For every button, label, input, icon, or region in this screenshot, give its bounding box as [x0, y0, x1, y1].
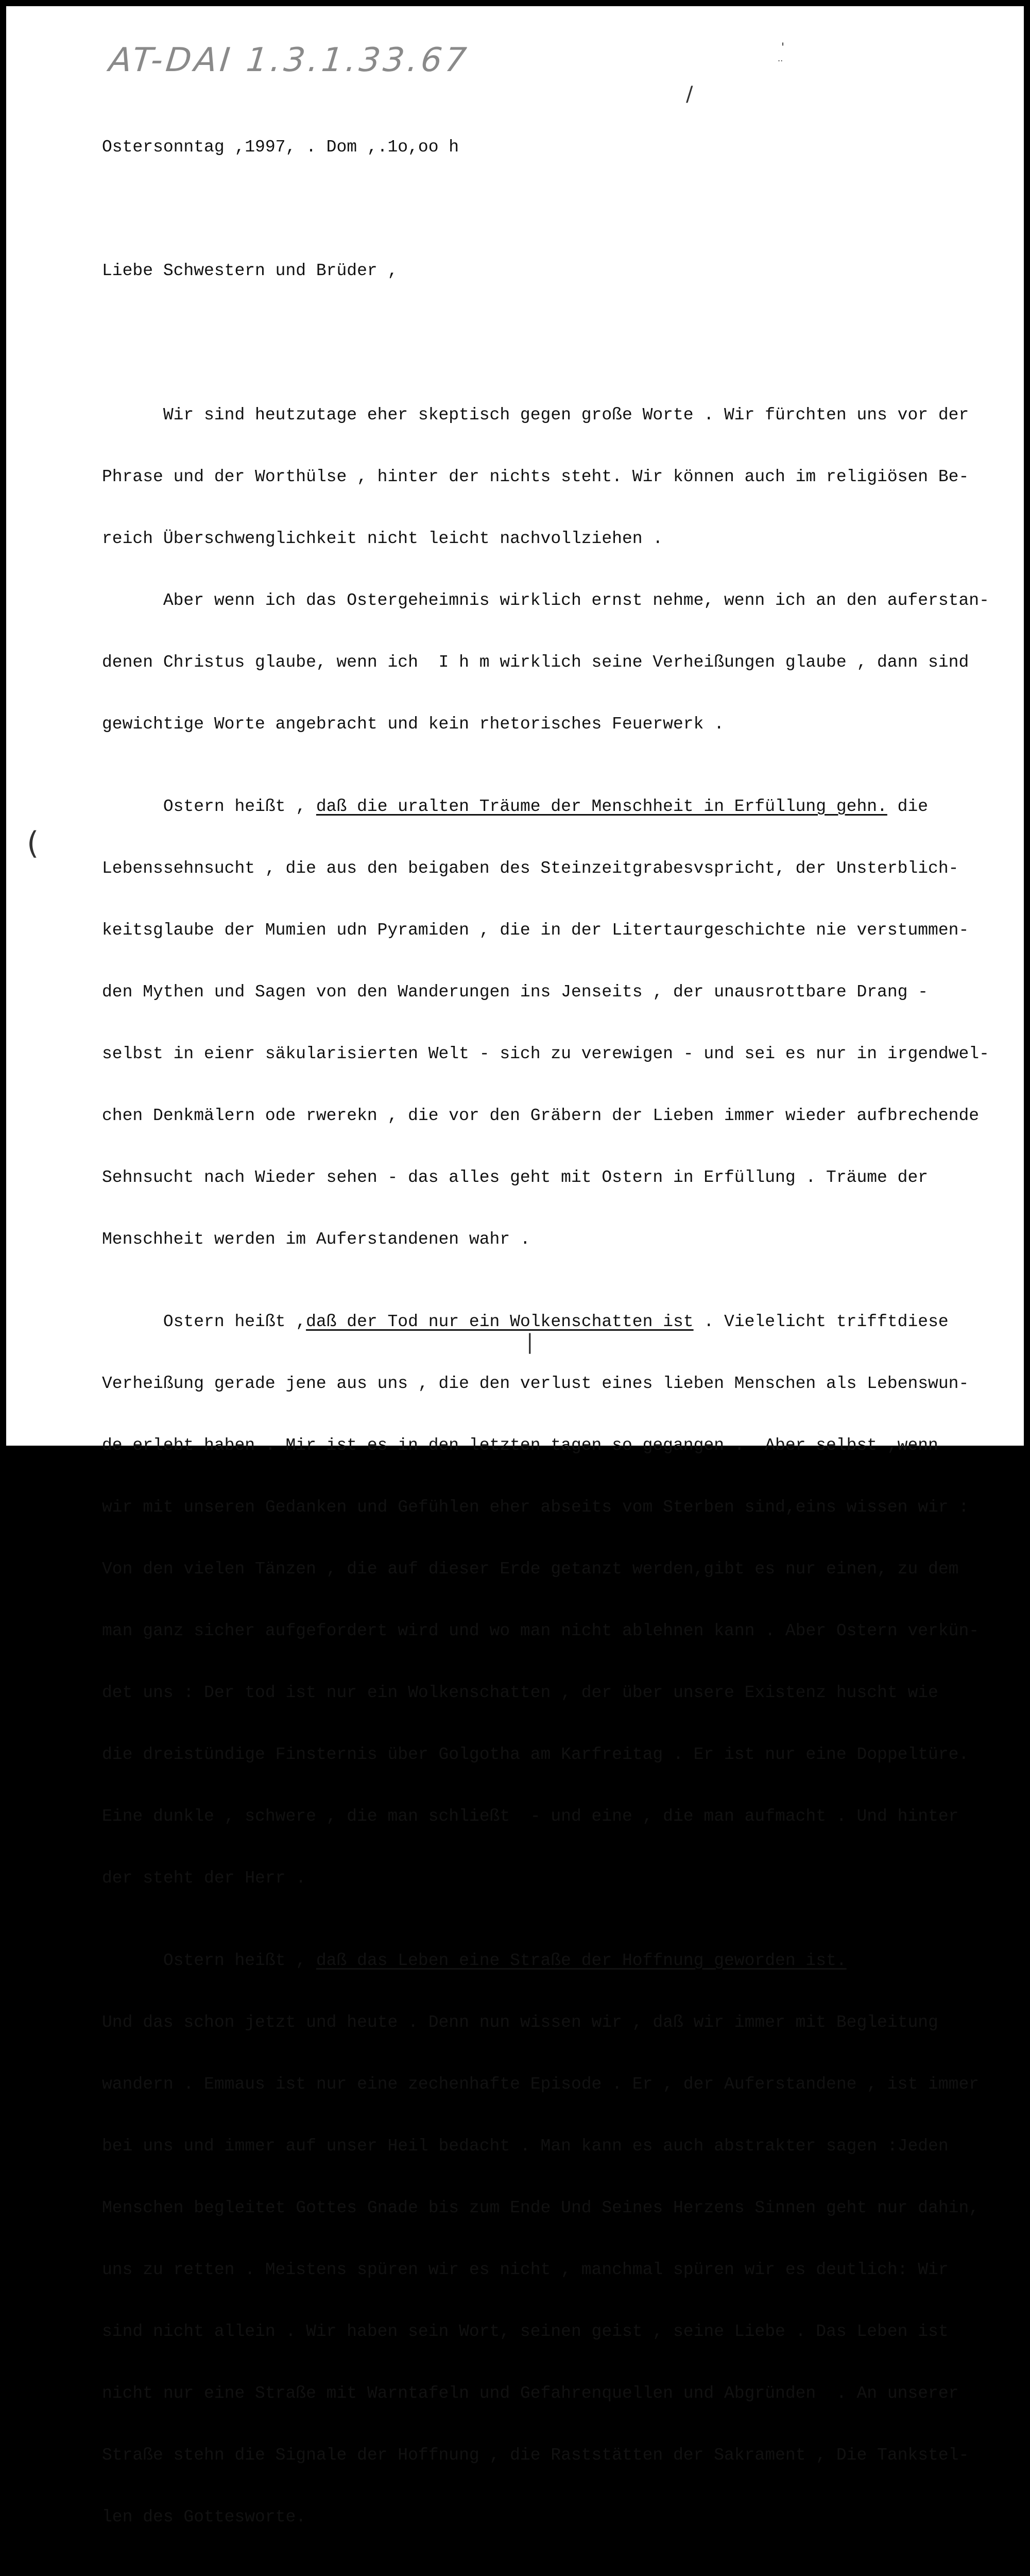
paragraph-heading: Ostern heißt ,daß der Tod nur ein Wolkenschatten ist . Vielelicht trifftdiese — [102, 1312, 949, 1331]
text-line: Wir sind heutzutage eher skeptisch gegen große Worte . Wir fürchten uns vor der — [102, 405, 969, 425]
text-line: uns zu retten . Meistens spüren wir es nicht , manchmal spüren wir es deutlich: Wir — [102, 2260, 949, 2279]
text-line: der steht der Herr . — [102, 1869, 306, 1888]
text-line: man ganz sicher aufgefordert wird und wo man nicht ablehnen kann . Aber Ostern verkün- — [102, 1621, 980, 1640]
text-line: denen Christus glaube, wenn ich I h m wirklich seine Verheißungen glaube , dann sind — [102, 653, 969, 672]
pen-mark: .. — [778, 54, 783, 63]
text-line: Menschheit werden im Auferstandenen wahr . — [102, 1230, 530, 1249]
text-line: gewichtige Worte angebracht und kein rhetorisches Feuerwerk . — [102, 715, 724, 734]
text-line: Eine dunkle , schwere , die man schließt - und eine , die man aufmacht . Und hinter — [102, 1807, 959, 1826]
text-line: de erlebt haben . Mir ist es in den letzten tagen so gegangen . Aber selbst ,wenn — [102, 1436, 938, 1455]
text-line: nicht nur eine Straße mit Warntafeln und Gefahrenquellen und Abgründen . An unserer — [102, 2384, 959, 2403]
text-line: len des Gottesworte. — [102, 2507, 306, 2527]
text-line: reich Überschwenglichkeit nicht leicht nachvollziehen . — [102, 529, 663, 548]
text-line: Menschen begleitet Gottes Gnade bis zum Ende Und Seines Herzens Sinnen geht nur dahin, — [102, 2198, 980, 2217]
text-line: Und das schon jetzt und heute . Denn nun wissen wir , daß wir immer mit Begleitung — [102, 2013, 938, 2032]
archive-reference: AT-DAI 1.3.1.33.67 — [107, 41, 471, 79]
text-line: Von den vielen Tänzen , die auf dieser Erde getanzt werden,gibt es nur einen, zu dem — [102, 1560, 959, 1579]
text-line: Straße stehn die Signale der Hoffnung , die Raststätten der Sakrament , Die Tankstel- — [102, 2446, 969, 2465]
paragraph-heading: Ostern heißt , daß das Leben eine Straße der Hoffnung geworden ist. — [102, 1951, 847, 1970]
text-line: den Mythen und Sagen von den Wanderungen ins Jenseits , der unausrottbare Drang - — [102, 982, 929, 1002]
pen-mark: ' — [781, 41, 785, 54]
text-line: chen Denkmälern ode rwerekn , die vor den Gräbern der Lieben immer wieder aufbrechende — [102, 1106, 980, 1125]
text-line: keitsglaube der Mumien udn Pyramiden , die in der Litertaurgeschichte nie verstummen- — [102, 921, 969, 940]
text-line: Verheißung gerade jene aus uns , die den verlust eines lieben Menschen als Lebenswun- — [102, 1374, 969, 1393]
text-line: wandern . Emmaus ist nur eine zechenhafte Episode . Er , der Auferstandene , ist immer — [102, 2075, 980, 2094]
underlined-thesis: daß das Leben eine Straße der Hoffnung geworden ist. — [316, 1951, 847, 1970]
text-line: wir mit unseren Gedanken und Gefühlen eher abseits vom Sterben sind,eins wissen wir : — [102, 1498, 969, 1517]
document-page — [6, 6, 1024, 2527]
pen-mark: | — [526, 1330, 534, 1354]
pen-mark: / — [686, 82, 693, 106]
text-line: selbst in eienr säkularisierten Welt - sich zu verewigen - und sei es nur in irgendwel- — [102, 1044, 989, 1063]
text-line: die dreistündige Finsternis über Golgotha am Karfreitag . Er ist nur eine Doppeltüre. — [102, 1745, 969, 1764]
text-line: Lebenssehnsucht , die aus den beigaben des Steinzeitgrabesvspricht, der Unsterblich- — [102, 859, 959, 878]
salutation: Liebe Schwestern und Brüder , — [102, 261, 398, 280]
text-line: Sehnsucht nach Wieder sehen - das alles geht mit Ostern in Erfüllung . Träume der — [102, 1168, 929, 1187]
underlined-thesis: daß die uralten Träume der Menschheit in Erfüllung gehn. — [316, 797, 887, 816]
underlined-thesis: daß der Tod nur ein Wolkenschatten ist — [306, 1312, 694, 1331]
text-line: Phrase und der Worthülse , hinter der nichts steht. Wir können auch im religiösen Be- — [102, 467, 969, 486]
text-line: sind nicht allein . Wir haben sein Wort, seinen geist , seine Liebe . Das Leben ist — [102, 2322, 949, 2341]
letter-body — [102, 96, 1008, 2576]
text-line: bei uns und immer auf unser Heil bedacht . Man kann es auch abstrakter sagen :Jeden — [102, 2137, 949, 2156]
paragraph-heading: Ostern heißt , daß die uralten Träume der Menschheit in Erfüllung gehn. die — [102, 797, 929, 816]
pen-mark: ( — [27, 825, 39, 861]
header-line: Ostersonntag ,1997, . Dom ,.1o,oo h — [102, 138, 459, 157]
text-line: Aber wenn ich das Ostergeheimnis wirklich ernst nehme, wenn ich an den auferstan- — [102, 591, 989, 610]
text-line: det uns : Der tod ist nur ein Wolkenschatten , der über unsere Existenz huscht wie — [102, 1683, 938, 1702]
